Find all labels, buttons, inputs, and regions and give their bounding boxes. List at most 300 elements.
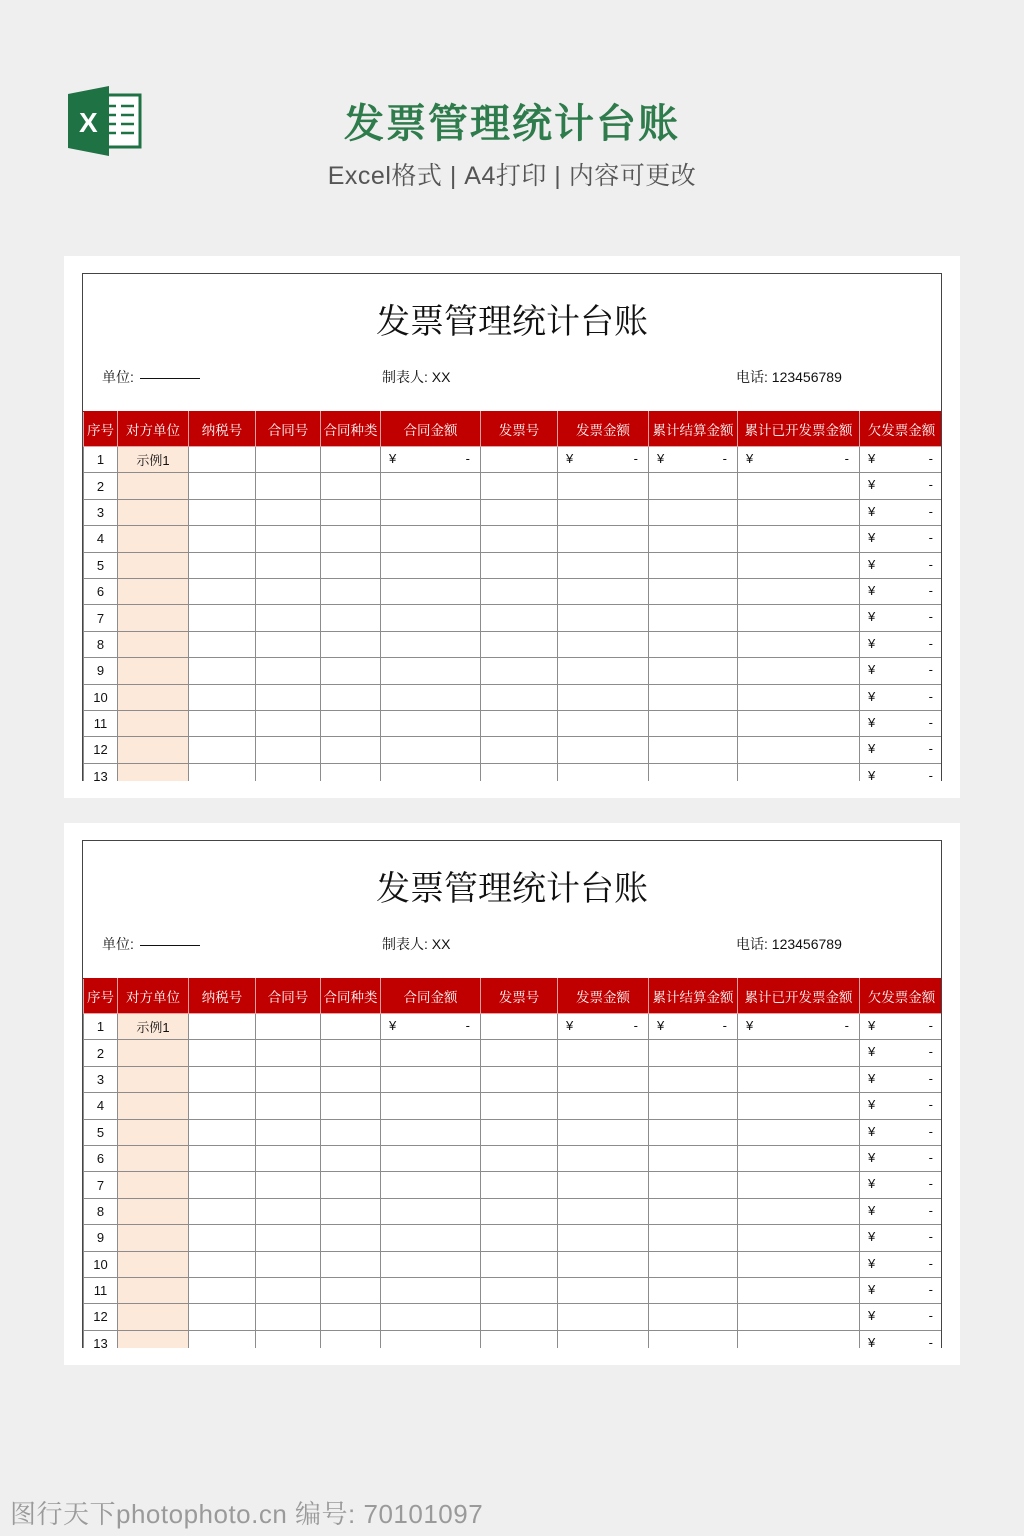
table-cell[interactable] bbox=[649, 578, 738, 604]
table-cell[interactable] bbox=[189, 1330, 256, 1348]
party-cell[interactable] bbox=[118, 1119, 189, 1145]
party-cell[interactable] bbox=[118, 1040, 189, 1066]
currency-symbol: ¥ bbox=[868, 1097, 876, 1113]
table-cell[interactable] bbox=[649, 1304, 738, 1330]
table-cell[interactable] bbox=[649, 631, 738, 657]
amount-cell[interactable] bbox=[860, 526, 943, 552]
table-cell[interactable] bbox=[256, 499, 321, 525]
table-cell[interactable] bbox=[649, 1251, 738, 1277]
table-cell[interactable] bbox=[321, 658, 381, 684]
amount-cell[interactable] bbox=[860, 1040, 943, 1066]
table-cell[interactable] bbox=[321, 763, 381, 781]
table-cell[interactable] bbox=[481, 1119, 558, 1145]
empty-amount: - bbox=[928, 1123, 933, 1139]
column-header: 累计已开发票金额 bbox=[738, 979, 860, 1014]
party-cell[interactable] bbox=[118, 1251, 189, 1277]
table-cell[interactable] bbox=[649, 737, 738, 763]
row-number: 5 bbox=[84, 1119, 118, 1145]
amount-cell[interactable] bbox=[649, 447, 738, 473]
amount-cell[interactable] bbox=[860, 1251, 943, 1277]
table-cell[interactable] bbox=[381, 684, 481, 710]
table-cell[interactable] bbox=[558, 1251, 649, 1277]
empty-amount: - bbox=[928, 1044, 933, 1060]
party-cell[interactable] bbox=[118, 552, 189, 578]
table-cell[interactable] bbox=[481, 1225, 558, 1251]
table-cell[interactable] bbox=[649, 473, 738, 499]
table-cell[interactable] bbox=[189, 526, 256, 552]
table-cell[interactable] bbox=[481, 447, 558, 473]
table-cell[interactable] bbox=[558, 710, 649, 736]
table-cell[interactable] bbox=[649, 684, 738, 710]
table-cell[interactable] bbox=[381, 1093, 481, 1119]
table-cell[interactable] bbox=[738, 578, 860, 604]
amount-cell[interactable] bbox=[860, 737, 943, 763]
table-cell[interactable] bbox=[256, 1145, 321, 1171]
amount-cell[interactable] bbox=[860, 1066, 943, 1092]
party-cell[interactable] bbox=[118, 578, 189, 604]
table-cell[interactable] bbox=[738, 1198, 860, 1224]
party-cell[interactable] bbox=[118, 710, 189, 736]
table-cell[interactable] bbox=[649, 552, 738, 578]
table-cell[interactable] bbox=[256, 1225, 321, 1251]
table-cell[interactable] bbox=[321, 1304, 381, 1330]
table-cell[interactable] bbox=[256, 1198, 321, 1224]
table-cell[interactable] bbox=[189, 684, 256, 710]
amount-cell[interactable] bbox=[558, 447, 649, 473]
table-cell[interactable] bbox=[558, 1093, 649, 1119]
table-cell[interactable] bbox=[738, 1225, 860, 1251]
table-cell[interactable] bbox=[381, 605, 481, 631]
table-cell[interactable] bbox=[481, 1093, 558, 1119]
table-cell[interactable] bbox=[381, 499, 481, 525]
table-cell[interactable] bbox=[738, 710, 860, 736]
amount-cell[interactable] bbox=[860, 1304, 943, 1330]
table-cell[interactable] bbox=[256, 1330, 321, 1348]
table-cell[interactable] bbox=[189, 1304, 256, 1330]
table-cell[interactable] bbox=[481, 710, 558, 736]
amount-cell[interactable] bbox=[381, 447, 481, 473]
table-cell[interactable] bbox=[481, 1040, 558, 1066]
table-row bbox=[84, 710, 943, 736]
table-cell[interactable] bbox=[189, 1251, 256, 1277]
table-cell[interactable] bbox=[189, 1093, 256, 1119]
amount-cell[interactable] bbox=[738, 447, 860, 473]
party-cell[interactable] bbox=[118, 1277, 189, 1303]
currency-symbol: ¥ bbox=[657, 451, 665, 466]
table-cell[interactable] bbox=[381, 1066, 481, 1092]
table-cell[interactable] bbox=[321, 710, 381, 736]
amount-cell[interactable] bbox=[860, 1330, 943, 1348]
table-cell[interactable] bbox=[321, 1093, 381, 1119]
table-cell[interactable] bbox=[481, 578, 558, 604]
table-cell[interactable] bbox=[189, 1014, 256, 1040]
table-cell[interactable] bbox=[321, 1251, 381, 1277]
table-cell[interactable] bbox=[321, 1198, 381, 1224]
table-cell[interactable] bbox=[321, 1119, 381, 1145]
table-cell[interactable] bbox=[189, 552, 256, 578]
row-number: 9 bbox=[84, 1225, 118, 1251]
table-cell[interactable] bbox=[256, 1251, 321, 1277]
table-cell[interactable] bbox=[649, 1225, 738, 1251]
table-cell[interactable] bbox=[381, 473, 481, 499]
amount-cell[interactable] bbox=[860, 499, 943, 525]
table-cell[interactable] bbox=[649, 1093, 738, 1119]
table-cell[interactable] bbox=[256, 526, 321, 552]
table-cell[interactable] bbox=[189, 1066, 256, 1092]
table-cell[interactable] bbox=[738, 737, 860, 763]
table-cell[interactable] bbox=[381, 1145, 481, 1171]
table-cell[interactable] bbox=[481, 1172, 558, 1198]
table-cell[interactable] bbox=[481, 1330, 558, 1348]
table-cell[interactable] bbox=[256, 1277, 321, 1303]
party-cell[interactable] bbox=[118, 658, 189, 684]
table-cell[interactable] bbox=[189, 1119, 256, 1145]
table-cell[interactable] bbox=[256, 658, 321, 684]
table-cell[interactable] bbox=[381, 1330, 481, 1348]
table-cell[interactable] bbox=[649, 710, 738, 736]
table-cell[interactable] bbox=[189, 1040, 256, 1066]
table-cell[interactable] bbox=[649, 1040, 738, 1066]
table-cell[interactable] bbox=[321, 737, 381, 763]
party-cell[interactable] bbox=[118, 631, 189, 657]
amount-cell[interactable] bbox=[860, 1172, 943, 1198]
table-cell[interactable] bbox=[189, 710, 256, 736]
table-cell[interactable] bbox=[481, 1251, 558, 1277]
table-row bbox=[84, 763, 943, 781]
table-cell[interactable] bbox=[558, 658, 649, 684]
table-cell[interactable] bbox=[256, 737, 321, 763]
table-cell[interactable] bbox=[256, 473, 321, 499]
table-cell[interactable] bbox=[256, 684, 321, 710]
amount-cell[interactable] bbox=[558, 1014, 649, 1040]
table-cell[interactable] bbox=[256, 605, 321, 631]
table-cell[interactable] bbox=[321, 1014, 381, 1040]
row-number: 10 bbox=[84, 1251, 118, 1277]
table-cell[interactable] bbox=[321, 1330, 381, 1348]
table-cell[interactable] bbox=[649, 1066, 738, 1092]
table-cell[interactable] bbox=[558, 684, 649, 710]
amount-cell[interactable] bbox=[860, 763, 943, 781]
table-cell[interactable] bbox=[481, 684, 558, 710]
party-cell[interactable] bbox=[118, 1172, 189, 1198]
table-cell[interactable] bbox=[321, 684, 381, 710]
table-cell[interactable] bbox=[738, 1330, 860, 1348]
table-row bbox=[84, 526, 943, 552]
amount-cell[interactable] bbox=[381, 1014, 481, 1040]
table-cell[interactable] bbox=[738, 763, 860, 781]
table-cell[interactable] bbox=[381, 1225, 481, 1251]
party-cell[interactable] bbox=[118, 684, 189, 710]
party-cell[interactable] bbox=[118, 499, 189, 525]
table-cell[interactable] bbox=[381, 658, 481, 684]
party-cell[interactable] bbox=[118, 763, 189, 781]
table-cell[interactable] bbox=[649, 1145, 738, 1171]
table-cell[interactable] bbox=[481, 605, 558, 631]
table-cell[interactable] bbox=[321, 1172, 381, 1198]
amount-cell[interactable] bbox=[860, 578, 943, 604]
table-cell[interactable] bbox=[256, 1040, 321, 1066]
table-cell[interactable] bbox=[649, 1172, 738, 1198]
column-header: 发票金额 bbox=[558, 412, 649, 447]
empty-amount: - bbox=[928, 1097, 933, 1113]
table-cell[interactable] bbox=[738, 631, 860, 657]
row-number: 4 bbox=[84, 1093, 118, 1119]
table-cell[interactable] bbox=[558, 1304, 649, 1330]
table-cell[interactable] bbox=[481, 631, 558, 657]
unit-blank-line bbox=[140, 378, 200, 379]
table-cell[interactable] bbox=[321, 552, 381, 578]
column-header: 纳税号 bbox=[189, 979, 256, 1014]
table-cell[interactable] bbox=[738, 1172, 860, 1198]
party-cell[interactable] bbox=[118, 1198, 189, 1224]
table-cell[interactable] bbox=[558, 1145, 649, 1171]
table-cell[interactable] bbox=[189, 1225, 256, 1251]
table-cell[interactable] bbox=[558, 1066, 649, 1092]
table-cell[interactable] bbox=[649, 763, 738, 781]
table-cell[interactable] bbox=[558, 552, 649, 578]
table-cell[interactable] bbox=[256, 1014, 321, 1040]
column-header: 合同号 bbox=[256, 412, 321, 447]
table-cell[interactable] bbox=[321, 526, 381, 552]
table-cell[interactable] bbox=[738, 1145, 860, 1171]
table-cell[interactable] bbox=[321, 1277, 381, 1303]
table-cell[interactable] bbox=[256, 1172, 321, 1198]
table-cell[interactable] bbox=[738, 499, 860, 525]
table-cell[interactable] bbox=[738, 658, 860, 684]
empty-amount: - bbox=[928, 477, 933, 493]
table-cell[interactable] bbox=[321, 447, 381, 473]
amount-cell[interactable] bbox=[860, 1119, 943, 1145]
table-cell[interactable] bbox=[558, 499, 649, 525]
column-header: 合同种类 bbox=[321, 412, 381, 447]
table-cell[interactable] bbox=[558, 1119, 649, 1145]
table-cell[interactable] bbox=[481, 473, 558, 499]
amount-cell[interactable] bbox=[860, 1198, 943, 1224]
column-header: 累计结算金额 bbox=[649, 412, 738, 447]
party-cell[interactable] bbox=[118, 1225, 189, 1251]
table-cell[interactable] bbox=[321, 473, 381, 499]
table-cell[interactable] bbox=[321, 578, 381, 604]
currency-symbol: ¥ bbox=[746, 1018, 754, 1033]
amount-cell[interactable] bbox=[860, 1277, 943, 1303]
table-cell[interactable] bbox=[738, 605, 860, 631]
currency-symbol: ¥ bbox=[868, 1149, 876, 1165]
table-cell[interactable] bbox=[189, 631, 256, 657]
table-cell[interactable] bbox=[321, 1225, 381, 1251]
party-cell[interactable] bbox=[118, 1093, 189, 1119]
table-cell[interactable] bbox=[481, 1014, 558, 1040]
table-cell[interactable] bbox=[481, 763, 558, 781]
table-cell[interactable] bbox=[738, 1251, 860, 1277]
table-cell[interactable] bbox=[256, 1066, 321, 1092]
currency-symbol: ¥ bbox=[868, 688, 876, 704]
table-cell[interactable] bbox=[321, 1066, 381, 1092]
table-cell[interactable] bbox=[256, 552, 321, 578]
table-cell[interactable] bbox=[649, 1277, 738, 1303]
amount-cell[interactable] bbox=[860, 710, 943, 736]
amount-cell[interactable] bbox=[860, 473, 943, 499]
table-cell[interactable] bbox=[321, 631, 381, 657]
table-row bbox=[84, 658, 943, 684]
table-cell[interactable] bbox=[189, 1145, 256, 1171]
table-cell[interactable] bbox=[321, 1145, 381, 1171]
amount-cell[interactable] bbox=[860, 631, 943, 657]
table-cell[interactable] bbox=[189, 499, 256, 525]
party-cell[interactable] bbox=[118, 737, 189, 763]
table-cell[interactable] bbox=[481, 1066, 558, 1092]
party-cell[interactable] bbox=[118, 473, 189, 499]
table-cell[interactable] bbox=[738, 1040, 860, 1066]
table-cell[interactable] bbox=[649, 1330, 738, 1348]
table-cell[interactable] bbox=[738, 1066, 860, 1092]
table-cell[interactable] bbox=[558, 605, 649, 631]
table-cell[interactable] bbox=[381, 1198, 481, 1224]
amount-cell[interactable] bbox=[860, 447, 943, 473]
table-cell[interactable] bbox=[381, 1040, 481, 1066]
table-cell[interactable] bbox=[256, 710, 321, 736]
table-cell[interactable] bbox=[381, 1251, 481, 1277]
party-cell[interactable] bbox=[118, 1304, 189, 1330]
table-cell[interactable] bbox=[321, 605, 381, 631]
table-cell[interactable] bbox=[189, 658, 256, 684]
table-cell[interactable] bbox=[649, 658, 738, 684]
table-cell[interactable] bbox=[738, 684, 860, 710]
table-cell[interactable] bbox=[649, 526, 738, 552]
table-cell[interactable] bbox=[649, 499, 738, 525]
row-number: 11 bbox=[84, 1277, 118, 1303]
table-cell[interactable] bbox=[738, 1277, 860, 1303]
table-cell[interactable] bbox=[189, 737, 256, 763]
table-cell[interactable] bbox=[558, 631, 649, 657]
table-cell[interactable] bbox=[321, 499, 381, 525]
table-cell[interactable] bbox=[189, 1172, 256, 1198]
table-cell[interactable] bbox=[558, 1040, 649, 1066]
party-cell[interactable] bbox=[118, 1145, 189, 1171]
row-number: 3 bbox=[84, 1066, 118, 1092]
table-cell[interactable] bbox=[256, 1119, 321, 1145]
table-cell[interactable] bbox=[381, 763, 481, 781]
table-cell[interactable] bbox=[256, 631, 321, 657]
table-cell[interactable] bbox=[256, 1093, 321, 1119]
sheet bbox=[82, 840, 942, 1348]
amount-cell[interactable] bbox=[649, 1014, 738, 1040]
table-cell[interactable] bbox=[321, 1040, 381, 1066]
table-cell[interactable] bbox=[649, 1119, 738, 1145]
table-cell[interactable] bbox=[738, 473, 860, 499]
table-cell[interactable] bbox=[738, 526, 860, 552]
table-row bbox=[84, 1251, 943, 1277]
table-row bbox=[84, 1172, 943, 1198]
table-cell[interactable] bbox=[381, 526, 481, 552]
row-number: 2 bbox=[84, 1040, 118, 1066]
table-cell[interactable] bbox=[558, 1198, 649, 1224]
table-cell[interactable] bbox=[558, 737, 649, 763]
party-cell[interactable] bbox=[118, 1330, 189, 1348]
table-cell[interactable] bbox=[738, 1304, 860, 1330]
row-number: 13 bbox=[84, 763, 118, 781]
table-cell[interactable] bbox=[381, 1277, 481, 1303]
amount-cell[interactable] bbox=[860, 658, 943, 684]
table-cell[interactable] bbox=[558, 1330, 649, 1348]
party-cell[interactable] bbox=[118, 1066, 189, 1092]
empty-amount: - bbox=[928, 609, 933, 625]
table-cell[interactable] bbox=[256, 1304, 321, 1330]
table-cell[interactable] bbox=[481, 499, 558, 525]
table-cell[interactable] bbox=[649, 1198, 738, 1224]
currency-symbol: ¥ bbox=[657, 1018, 665, 1033]
table-cell[interactable] bbox=[381, 631, 481, 657]
party-cell[interactable]: 示例1 bbox=[118, 447, 189, 473]
party-cell[interactable]: 示例1 bbox=[118, 1014, 189, 1040]
table-cell[interactable] bbox=[481, 1198, 558, 1224]
table-cell[interactable] bbox=[738, 1093, 860, 1119]
table-cell[interactable] bbox=[481, 526, 558, 552]
table-cell[interactable] bbox=[558, 1172, 649, 1198]
empty-amount: - bbox=[465, 1018, 470, 1033]
table-cell[interactable] bbox=[256, 763, 321, 781]
amount-cell[interactable] bbox=[860, 684, 943, 710]
table-cell[interactable] bbox=[381, 710, 481, 736]
table-cell[interactable] bbox=[256, 447, 321, 473]
table-cell[interactable] bbox=[481, 1277, 558, 1303]
table-cell[interactable] bbox=[481, 1145, 558, 1171]
table-cell[interactable] bbox=[481, 737, 558, 763]
table-cell[interactable] bbox=[381, 1304, 481, 1330]
party-cell[interactable] bbox=[118, 526, 189, 552]
table-cell[interactable] bbox=[189, 763, 256, 781]
table-cell[interactable] bbox=[481, 552, 558, 578]
table-cell[interactable] bbox=[256, 578, 321, 604]
table-cell[interactable] bbox=[381, 737, 481, 763]
amount-cell[interactable] bbox=[860, 1145, 943, 1171]
table-cell[interactable] bbox=[558, 526, 649, 552]
table-cell[interactable] bbox=[189, 473, 256, 499]
currency-symbol: ¥ bbox=[868, 503, 876, 519]
party-cell[interactable] bbox=[118, 605, 189, 631]
table-cell[interactable] bbox=[558, 578, 649, 604]
table-cell[interactable] bbox=[558, 1225, 649, 1251]
amount-cell[interactable] bbox=[860, 605, 943, 631]
empty-amount: - bbox=[844, 1018, 849, 1033]
table-cell[interactable] bbox=[558, 473, 649, 499]
table-cell[interactable] bbox=[558, 763, 649, 781]
table-cell[interactable] bbox=[189, 1198, 256, 1224]
column-header: 对方单位 bbox=[118, 412, 189, 447]
table-cell[interactable] bbox=[381, 578, 481, 604]
table-cell[interactable] bbox=[189, 447, 256, 473]
table-cell[interactable] bbox=[738, 1119, 860, 1145]
table-cell[interactable] bbox=[558, 1277, 649, 1303]
currency-symbol: ¥ bbox=[389, 451, 397, 466]
amount-cell[interactable] bbox=[860, 1225, 943, 1251]
amount-cell[interactable] bbox=[860, 552, 943, 578]
table-cell[interactable] bbox=[381, 1172, 481, 1198]
table-cell[interactable] bbox=[481, 1304, 558, 1330]
table-cell[interactable] bbox=[189, 578, 256, 604]
amount-cell[interactable] bbox=[860, 1014, 943, 1040]
table-cell[interactable] bbox=[481, 658, 558, 684]
table-cell[interactable] bbox=[649, 605, 738, 631]
table-cell[interactable] bbox=[381, 552, 481, 578]
table-row bbox=[84, 1119, 943, 1145]
table-cell[interactable] bbox=[189, 605, 256, 631]
table-cell[interactable] bbox=[189, 1277, 256, 1303]
table-cell[interactable] bbox=[381, 1119, 481, 1145]
amount-cell[interactable] bbox=[738, 1014, 860, 1040]
amount-cell[interactable] bbox=[860, 1093, 943, 1119]
table-cell[interactable] bbox=[738, 552, 860, 578]
row-number: 7 bbox=[84, 1172, 118, 1198]
